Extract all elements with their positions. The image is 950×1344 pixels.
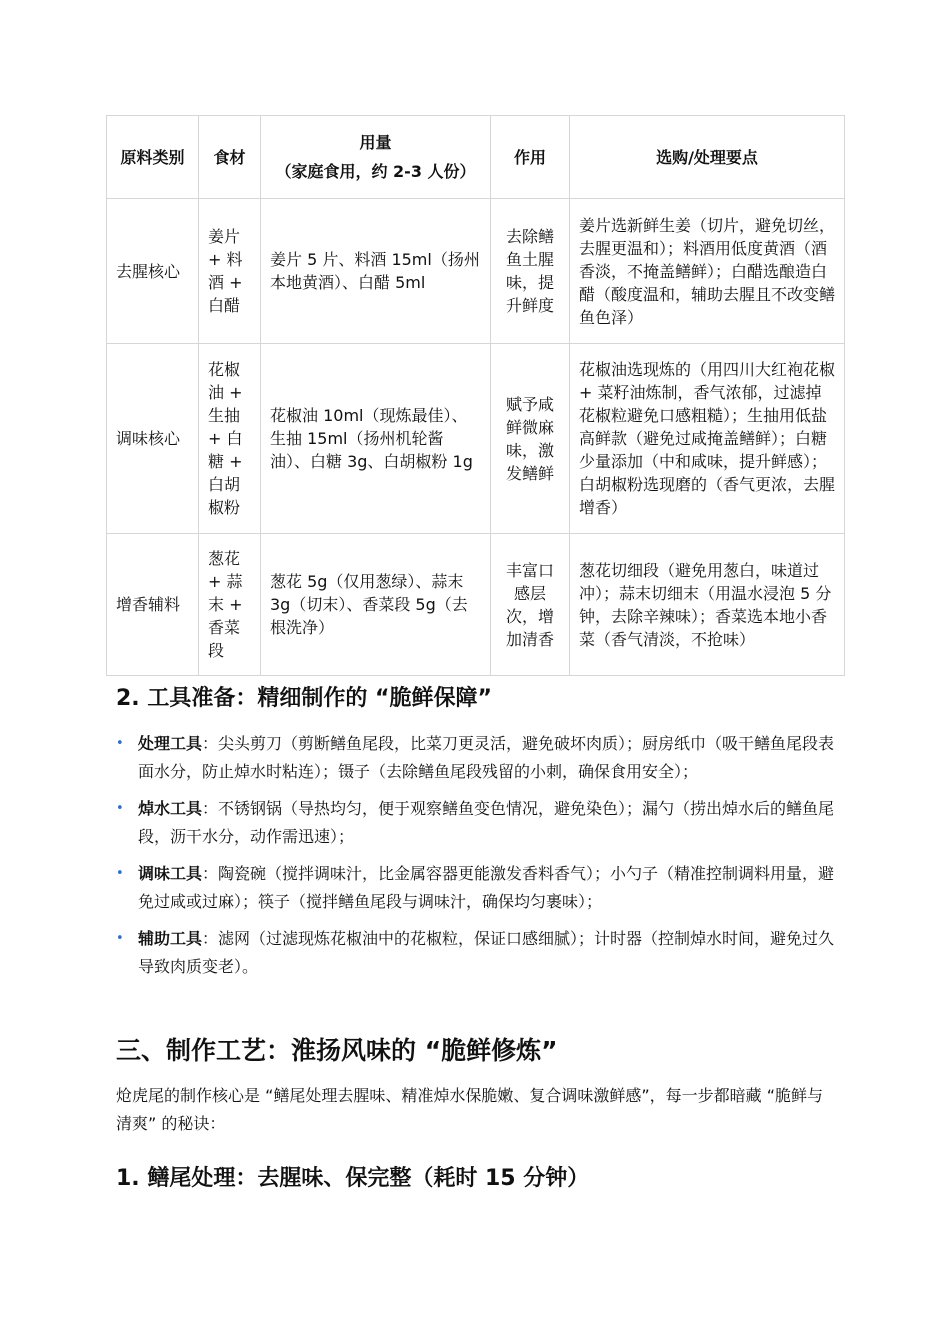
row-tips: 姜片选新鲜生姜（切片，避免切丝，去腥更温和）；料酒用低度黄酒（酒香淡，不掩盖鳝鲜）；白醋选酿造白醋（酸度温和，辅助去腥且不改变鳝鱼色泽） — [570, 199, 845, 344]
tool-label: 焯水工具 — [138, 799, 203, 818]
tool-text: ：尖头剪刀（剪断鳝鱼尾段，比菜刀更灵活，避免破坏肉质）；厨房纸巾（吸干鳝鱼尾段表面水分，防止焯水时粘连）；镊子（去除鳝鱼尾段残留的小刺，确保食用安全）； — [138, 734, 835, 781]
table-row — [107, 534, 845, 676]
tools-list — [116, 730, 836, 990]
tools-section-heading: 2. 工具准备：精细制作的 “脆鲜保障” — [116, 686, 492, 711]
row-tips: 花椒油选现炼的（用四川大红袍花椒 + 菜籽油炼制，香气浓郁，过滤掉花椒粒避免口感粗糙）；生抽用低盐高鲜款（避免过咸掩盖鳝鲜）；白糖少量添加（中和咸味，提升鲜感）；白胡椒粉选现磨的（香气更浓，去腥增香） — [570, 344, 845, 534]
tool-text: ：滤网（过滤现炼花椒油中的花椒粒，保证口感细腻）；计时器（控制焯水时间，避免过久导致肉质变老）。 — [138, 929, 835, 976]
list-item — [116, 860, 836, 916]
list-item — [116, 730, 836, 786]
row-category: 增香辅料 — [107, 534, 199, 676]
header-quantity — [261, 116, 491, 199]
table-header-row — [107, 116, 845, 199]
row-effect: 赋予咸鲜微麻味，激发鳝鲜 — [491, 344, 570, 534]
table-row — [107, 199, 845, 344]
header-quantity-subtitle: （家庭食用，约 2-3 人份） — [275, 162, 476, 181]
ingredients-table — [106, 115, 845, 676]
row-category: 调味核心 — [107, 344, 199, 534]
row-tips: 葱花切细段（避免用葱白，味道过冲）；蒜末切细末（用温水浸泡 5 分钟，去除辛辣味）；香菜选本地小香菜（香气清淡，不抢味） — [570, 534, 845, 676]
tool-text: ：陶瓷碗（搅拌调味汁，比金属容器更能激发香料香气）；小勺子（精准控制调料用量，避免过咸或过麻）；筷子（搅拌鳝鱼尾段与调味汁，确保均匀裹味）； — [138, 864, 835, 911]
row-ingredients: 姜片 + 料酒 + 白醋 — [199, 199, 261, 344]
header-quantity-title: 用量 — [359, 133, 392, 152]
bullet-icon: • — [116, 931, 124, 946]
row-effect: 丰富口感层次，增加清香 — [491, 534, 570, 676]
tool-label: 辅助工具 — [138, 929, 203, 948]
header-category: 原料类别 — [107, 116, 199, 199]
row-quantity: 花椒油 10ml（现炼最佳）、生抽 15ml（扬州机轮酱油）、白糖 3g、白胡椒粉 1g — [261, 344, 491, 534]
craft-intro: 炝虎尾的制作核心是 “鳝尾处理去腥味、精准焯水保脆嫩、复合调味激鲜感”，每一步都暗藏 “脆鲜与清爽” 的秘诀： — [116, 1086, 824, 1133]
row-ingredients: 花椒油 + 生抽 + 白糖 + 白胡椒粉 — [199, 344, 261, 534]
row-quantity: 姜片 5 片、料酒 15ml（扬州本地黄酒）、白醋 5ml — [261, 199, 491, 344]
bullet-icon: • — [116, 736, 124, 751]
table-row — [107, 344, 845, 534]
bullet-icon: • — [116, 801, 124, 816]
step1-heading: 1. 鳝尾处理：去腥味、保完整（耗时 15 分钟） — [116, 1166, 590, 1191]
header-tips: 选购/处理要点 — [570, 116, 845, 199]
header-effect: 作用 — [491, 116, 570, 199]
list-item — [116, 795, 836, 851]
tool-label: 处理工具 — [138, 734, 203, 753]
craft-section-heading: 三、制作工艺：淮扬风味的 “脆鲜修炼” — [116, 1036, 558, 1065]
header-ingredients: 食材 — [199, 116, 261, 199]
row-ingredients: 葱花 + 蒜末 + 香菜段 — [199, 534, 261, 676]
tool-label: 调味工具 — [138, 864, 203, 883]
row-category: 去腥核心 — [107, 199, 199, 344]
row-effect: 去除鳝鱼土腥味，提升鲜度 — [491, 199, 570, 344]
tool-text: ：不锈钢锅（导热均匀，便于观察鳝鱼变色情况，避免染色）；漏勺（捞出焯水后的鳝鱼尾段，沥干水分，动作需迅速）； — [138, 799, 835, 846]
list-item — [116, 925, 836, 981]
row-quantity: 葱花 5g（仅用葱绿）、蒜末 3g（切末）、香菜段 5g（去根洗净） — [261, 534, 491, 676]
bullet-icon: • — [116, 866, 124, 881]
